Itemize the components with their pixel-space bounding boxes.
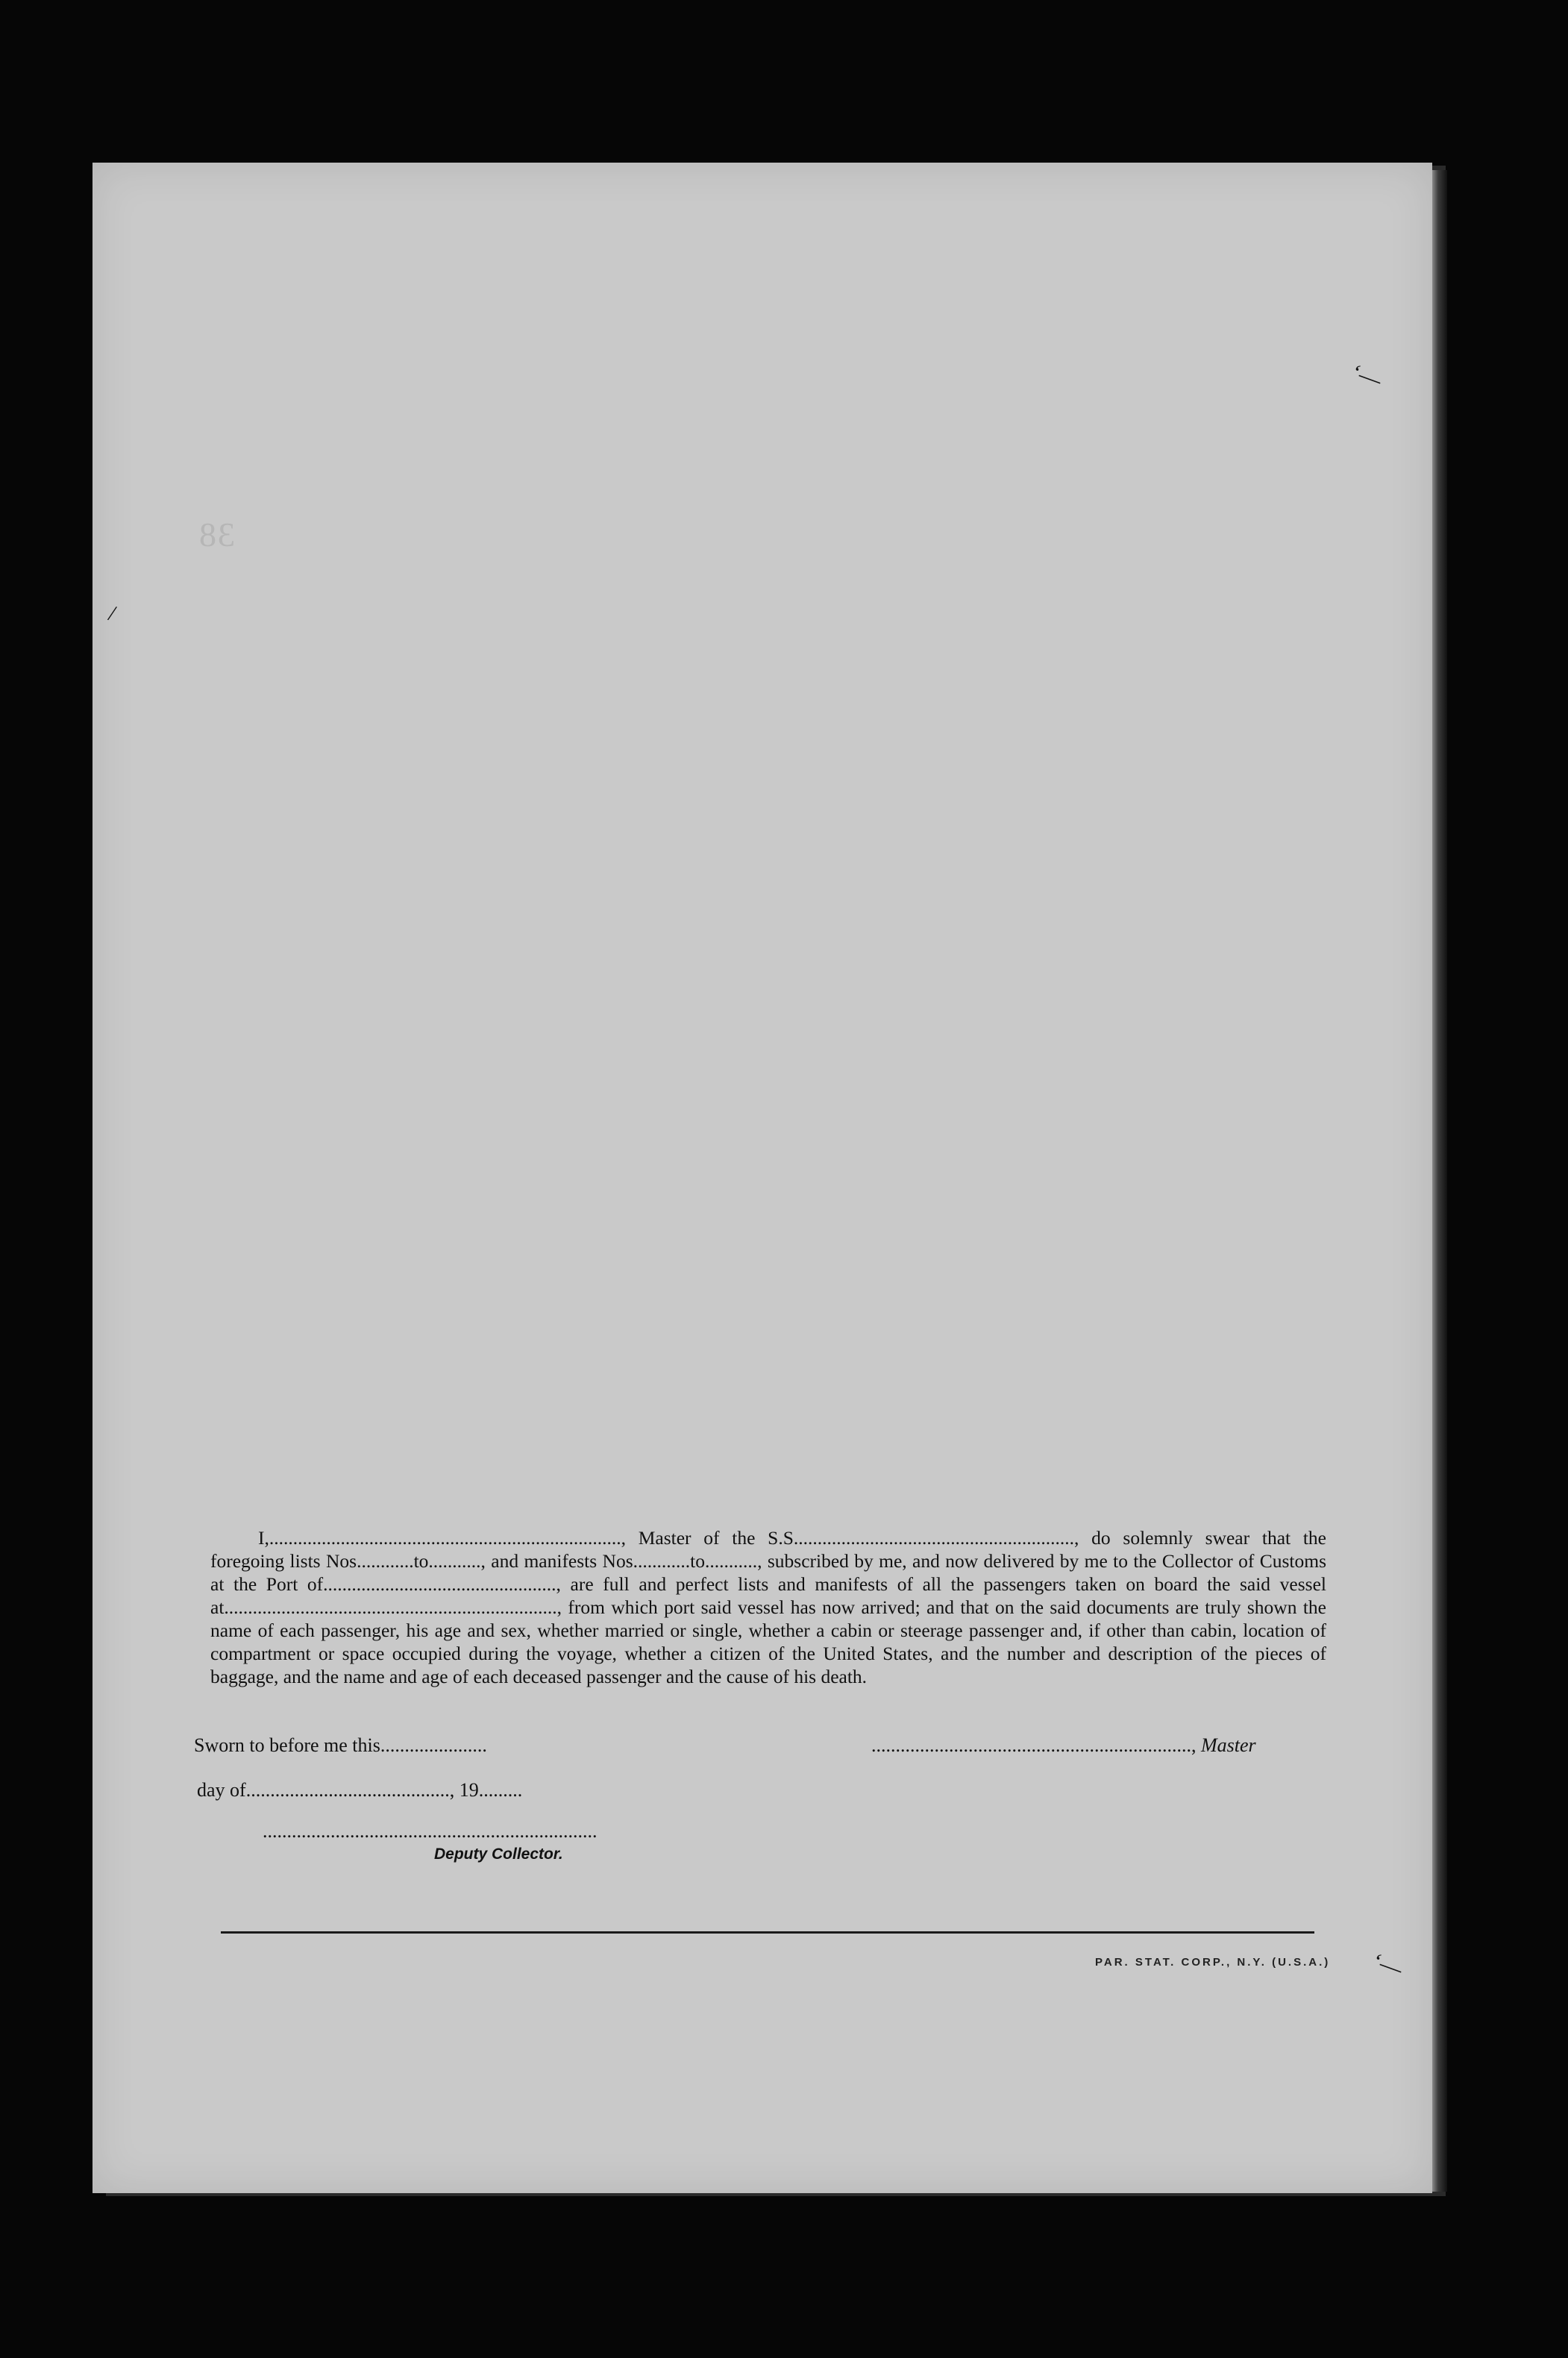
deputy-collector-label: Deputy Collector. [434, 1846, 563, 1863]
master-signature-line [871, 1734, 1256, 1757]
form-sheet [92, 163, 1432, 2193]
edge-mark-top: ‘— [1348, 360, 1385, 393]
bottom-rule [221, 1931, 1314, 1934]
page-edge-shadow [1432, 170, 1447, 2192]
bleed-through-number: 38 [198, 515, 235, 554]
oath-paragraph [210, 1526, 1326, 1688]
printer-imprint: PAR. STAT. CORP., N.Y. (U.S.A.) [1095, 1956, 1331, 1969]
sworn-text: Sworn to before me this...................... [194, 1734, 487, 1756]
deputy-dots: ..................................................................... [263, 1820, 598, 1842]
edge-mark-bottom: ‘— [1369, 1948, 1406, 1982]
date-text: day of.........................................., 19......... [197, 1779, 523, 1801]
edge-mark-left: / [106, 601, 119, 627]
date-line [197, 1779, 522, 1802]
oath-text: I,.........................................................................., Master of the S.S..........................................................., do solemnly swear that the foregoing lists Nos............to..........., and manifests Nos............to..........., subscribed by me, and now delivered by me to the Collector of Customs at the Port of................................................., are full and perfect lists and manifests of all the passengers taken on board the said vessel at......................................................................, from which port said vessel has now arrived; and that on the said documents are truly shown the name of each passenger, his age and sex, whether married or single, whether a cabin or steerage passenger and, if other than cabin, location of compartment or space occupied during the voyage, whether a citizen of the United States, and the number and description of the pieces of baggage, and the name and age of each deceased passenger and the cause of his death. [210, 1527, 1326, 1687]
master-label: Master [1201, 1734, 1256, 1756]
master-signature-blank: .................................................................., [871, 1734, 1197, 1756]
sworn-line [194, 1734, 487, 1757]
deputy-signature-blank [263, 1820, 598, 1843]
